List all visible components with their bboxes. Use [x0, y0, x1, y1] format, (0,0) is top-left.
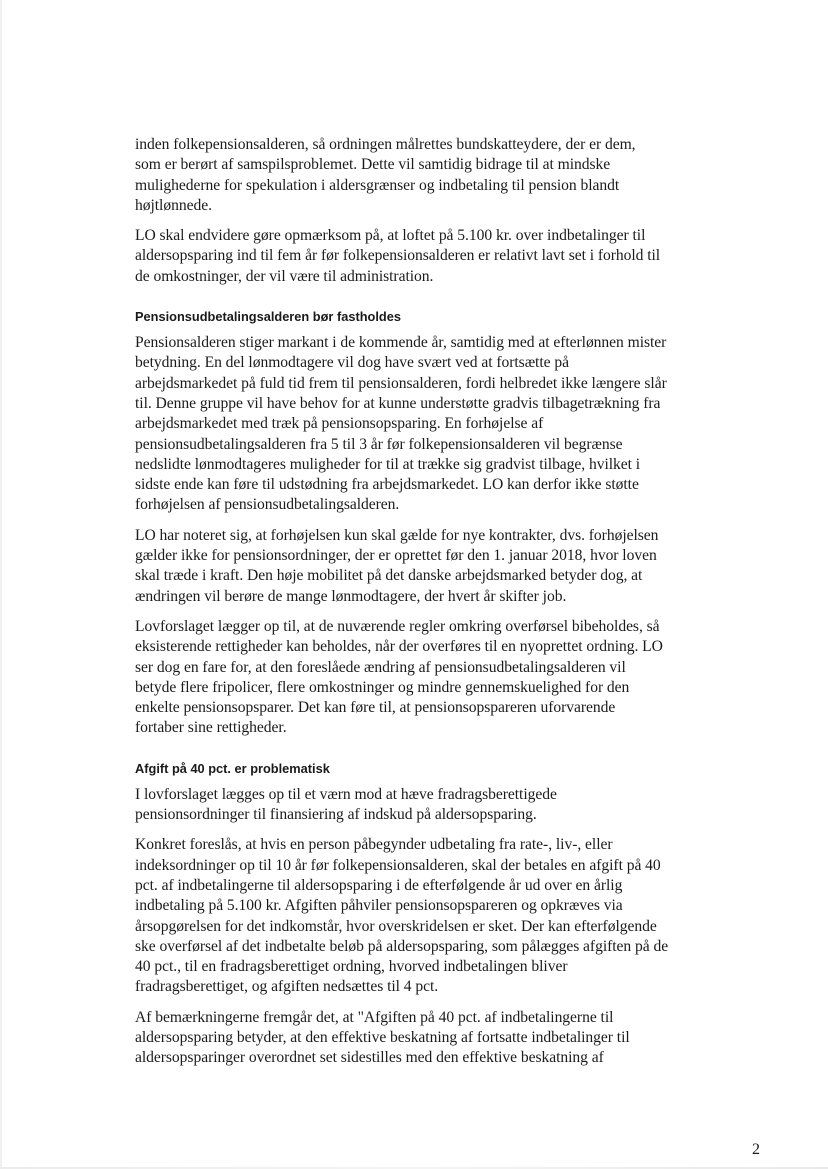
paragraph: Af bemærkningerne fremgår det, at "Afgiften på 40 pct. af indbetalingerne til aldersopsparing betyder, at den effektive beskatning af fortsatte indbetalinger til aldersopsparinger overordnet set sidestilles med den effektive beskatning af — [135, 1008, 630, 1067]
page-body — [135, 135, 687, 1079]
paragraph: LO skal endvidere gøre opmærksom på, at loftet på 5.100 kr. over indbetalinger til aldersopsparing ind til fem år før folkepensionsalderen er relativt lavt set i forhold til de omkostninger, der vil være til administration. — [135, 227, 661, 285]
paragraph: Lovforslaget lægger op til, at de nuværende regler omkring overførsel bibeholdes, så eksisterende rettigheder kan beholdes, når der overføres til en nyoprettet ordning. LO ser dog en fare for, at den foreslåede ændring af pensionsudbetalingsalderen vil betyde flere fripolicer, flere omkostninger og mindre gennemskuelighed for den enkelte pensionsopsparer. Det kan føre til, at pensionsopspareren uforvarende fortaber sine rettigheder. — [135, 617, 663, 737]
page-number: 2 — [752, 1141, 760, 1158]
paragraph: Konkret foreslås, at hvis en person påbegynder udbetaling fra rate-, liv-, eller indeksordninger op til 10 år før folkepensionsalderen, skal der betales en afgift på 40 pct. af indbetalingerne til aldersopsparing i de efterfølgende år ud over en årlig indbetaling på 5.100 kr. Afgiften påhviler pensionsopspareren og opkræves via årsopgørelsen for det indkomstår, hvor overskridelsen er sket. Der kan efterfølgende ske overførsel af det indbetalte beløb på aldersopsparing, som pålægges afgiften på de 40 pct., til en fradragsberettiget ordning, hvorved indbetalingen bliver fradragsberettiget, og afgiften nedsættes til 4 pct. — [135, 836, 669, 996]
scan-left-edge — [0, 0, 2, 1169]
paragraph: inden folkepensionsalderen, så ordningen målrettes bundskatteydere, der er dem, som er berørt af samspilsproblemet. Dette vil samtidig bidrage til at mindske mulighederne for spekulation i aldersgrænser og indbetaling til pension blandt højtlønnede. — [135, 136, 636, 214]
paragraph: LO har noteret sig, at forhøjelsen kun skal gælde for nye kontrakter, dvs. forhøjelsen gælder ikke for pensionsordninger, der er oprettet før den 1. januar 2018, hvor loven skal træde i kraft. Den høje mobilitet på det danske arbejdsmarked betyder dog, at ændringen vil berøre de mange lønmodtagere, der hvert år skifter job. — [135, 526, 659, 605]
paragraph: I lovforslaget lægges op til et værn mod at hæve fradragsberettigede pensionsordninger til finansiering af indskud på aldersopsparing. — [135, 785, 557, 824]
section-heading: Pensionsudbetalingsalderen bør fastholdes — [135, 309, 401, 325]
section-heading: Afgift på 40 pct. er problematisk — [135, 760, 330, 776]
paragraph: Pensionsalderen stiger markant i de kommende år, samtidig med at efterlønnen mister betydning. En del lønmodtagere vil dog have svært ved at fortsætte på arbejdsmarkedet på fuld tid frem til pensionsalderen, fordi helbredet ikke længere slår til. Denne gruppe vil have behov for at kunne understøtte gradvis tilbagetrækning fra arbejdsmarkedet med træk på pensionsopsparing. En forhøjelse af pensionsudbetalingsalderen fra 5 til 3 år før folkepensionsalderen vil begrænse nedslidte lønmodtageres muligheder for til at trække sig gradvist tilbage, hvilket i sidste ende kan føre til udstødning fra arbejdsmarkedet. LO kan derfor ikke støtte forhøjelsen af pensionsudbetalingsalderen. — [135, 334, 667, 514]
